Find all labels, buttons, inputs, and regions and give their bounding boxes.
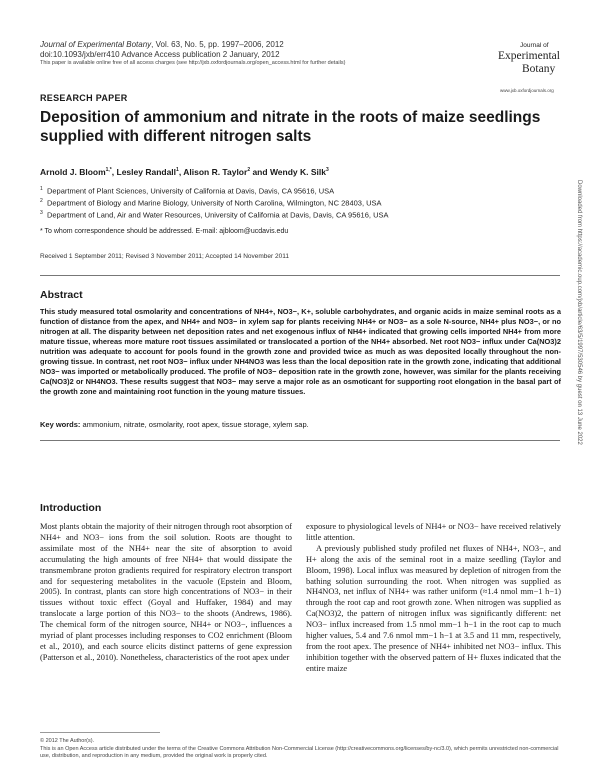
logo-url: www.jxb.oxfordjournals.org — [500, 88, 554, 93]
keywords — [40, 420, 309, 429]
divider — [40, 275, 560, 276]
download-note: Downloaded from https://academic.oup.com/jxb/article/63/5/1997/530546 by guest on 13 June 2022 — [576, 180, 582, 445]
download-sidebar — [572, 180, 592, 580]
license-text: This is an Open Access article distributed under the terms of the Creative Commons Attribution Non-Commercial License (http://creativecommons.org/licenses/by-nc/3.0), which permits unrestricted non-commercial use, distribution, and reproduction in any medium, provided the original work is properly cited. — [40, 745, 559, 759]
intro-paragraph: Most plants obtain the majority of their nitrogen through root absorption of NH4+ and NO3− ions from the soil solution. Roots are thought to assimilate most of the NH4+ near the site of absorption to avoid accumulating the high amounts of free NH4+ that would dissipate the transmembrane proton gradients required for respiratory electron transport and for sequestering metabolites in the vacuole (Epstein and Bloom, 2005). In contrast, plants can store high concentrations of NO3− in their tissues without toxic effect (Goyal and Huffaker, 1984) and may translocate a large portion of this NO3− to the shoots (Andrews, 1986). The chemical form of the nitrogen source, NH4+ or NO3−, influences a myriad of plant processes including responses to CO2 enrichment (Bloom et al., 2010), and each source elicits distinct patterns of gene expression (Patterson et al., 2010). Nonetheless, characteristics of the root apex under — [40, 522, 292, 662]
author-sup: 1 — [176, 167, 179, 174]
affiliation-1 — [40, 186, 334, 196]
article-type: RESEARCH PAPER — [40, 93, 128, 103]
affiliation-num: 3 — [40, 210, 43, 216]
affiliation-num: 1 — [40, 186, 43, 192]
author-sup: 3 — [326, 167, 329, 174]
author-sup: 2 — [247, 167, 251, 174]
logo-line-1: Experimental — [498, 50, 560, 62]
correspondence-note: * To whom correspondence should be addressed. E-mail: ajbloom@ucdavis.edu — [40, 228, 289, 235]
doi-line: doi:10.1093/jxb/err410 Advance Access publication 2 January, 2012 — [40, 50, 280, 59]
affiliation-num: 2 — [40, 198, 43, 204]
author-name: Arnold J. Bloom — [40, 167, 106, 177]
author-name: Alison R. Taylor — [183, 167, 248, 177]
journal-name: Journal of Experimental Botany — [40, 40, 152, 49]
open-access-notice: This paper is available online free of all access charges (see http://jxb.oxfordjournals.org/open_access.html for further details) — [40, 60, 346, 66]
author-list: Arnold J. Bloom$^{1,*}$, Lesley Randall$^1$, Alison R. Taylor$^2$ and Wendy K. Silk$^3$ — [40, 167, 329, 177]
affiliation-text: Department of Plant Sciences, University of California at Davis, Davis, CA 95616, USA — [46, 186, 335, 196]
affiliation-3 — [40, 210, 389, 220]
copyright: © 2012 The Author(s). — [40, 738, 95, 744]
introduction-heading: Introduction — [40, 502, 102, 514]
affiliation-text: Department of Biology and Marine Biology, University of North Carolina, Wilmington, NC 28403, USA — [46, 198, 382, 208]
volume-info: , Vol. 63, No. 5, pp. 1997–2006, 2012 — [151, 40, 284, 49]
affiliation-text: Department of Land, Air and Water Resources, University of California at Davis, Davis, CA 95616, USA — [46, 210, 389, 220]
author-name: Wendy K. Silk — [269, 167, 326, 177]
intro-right-column — [306, 522, 561, 675]
intro-left-column — [40, 522, 292, 664]
logo-small-text: Journal of — [520, 42, 549, 49]
journal-citation — [40, 40, 420, 60]
intro-paragraph: exposure to physiological levels of NH4+ or NO3− have received relatively little attention. — [306, 522, 561, 542]
license-footer — [40, 738, 561, 761]
author-sup: 1,* — [105, 167, 112, 174]
divider — [40, 440, 560, 441]
keywords-label: Key words: — [40, 420, 81, 429]
keywords-text: ammonium, nitrate, osmolarity, root apex, tissue storage, xylem sap. — [82, 420, 309, 429]
affiliation-2 — [40, 198, 382, 208]
footnote-rule — [40, 732, 160, 733]
article-title: Deposition of ammonium and nitrate in the roots of maize seedlings supplied with different nitrogen salts — [40, 109, 541, 145]
abstract-heading: Abstract — [40, 289, 83, 301]
author-name: Lesley Randall — [116, 167, 177, 177]
journal-logo — [488, 42, 560, 92]
abstract-text: This study measured total osmolarity and concentrations of NH4+, NO3−, K+, soluble carbohydrates, and organic acids in maize seminal roots as a function of distance from the apex, and NH4+ and NO3− in xylem sap for plants receiving NH4+ or NO3− as a sole N-source, NH4+ plus NO3−, or no nitrogen at all. The disparity between net deposition rates and net exogenous influx of NH4+ indicated that growing cells imported NH4+ from more mature tissue, whereas more mature root tissues assimilated or translocated a portion of the NH4+ absorbed. Net root NO3− influx under Ca(NO3)2 nutrition was adequate to account for pools found in the growth zone and provided twice as much as was deposited locally throughout the non-growing tissue. In contrast, net root NO3− influx under NH4NO3 was less than the local deposition rate in the growth zone, indicating that additional NO3− was imported or metabolically produced. The profile of NO3− deposition rate in the growth zone, however, was similar for the plants receiving Ca(NO3)2 or NH4NO3. These results suggest that NO3− may serve a major role as an osmoticant for supporting root elongation in the basal part of the growth zone and maintaining root function in the young mature tissues. — [40, 307, 561, 396]
received-dates: Received 1 September 2011; Revised 3 November 2011; Accepted 14 November 2011 — [40, 253, 289, 260]
intro-paragraph: A previously published study profiled net fluxes of NH4+, NO3−, and H+ along the axis of the seminal root in a maize seedling (Taylor and Bloom, 1998). Local influx was measured by depletion of nitrogen from the bathing solution surrounding the root. When nitrogen was supplied as NH4NO3, net influx of NH4+ was rather uniform (≈1.4 nmol mm−1 h−1) through the root cap and root growth zone. When nitrogen was supplied as Ca(NO3)2, the pattern of nitrogen influx was significantly different: net NO3− influx increased from 1.5 nmol mm−1 h−1 in the root cap to much higher values, 5.4 and 7.6 nmol mm−1 h−1 at 3.5 and 11 mm, respectively, from the root apex. The presence of NH4+ inhibited net NO3− influx. This inhibition together with the observed pattern of H+ fluxes indicated that the entire maize — [306, 543, 561, 673]
logo-line-2: Botany — [522, 63, 556, 75]
